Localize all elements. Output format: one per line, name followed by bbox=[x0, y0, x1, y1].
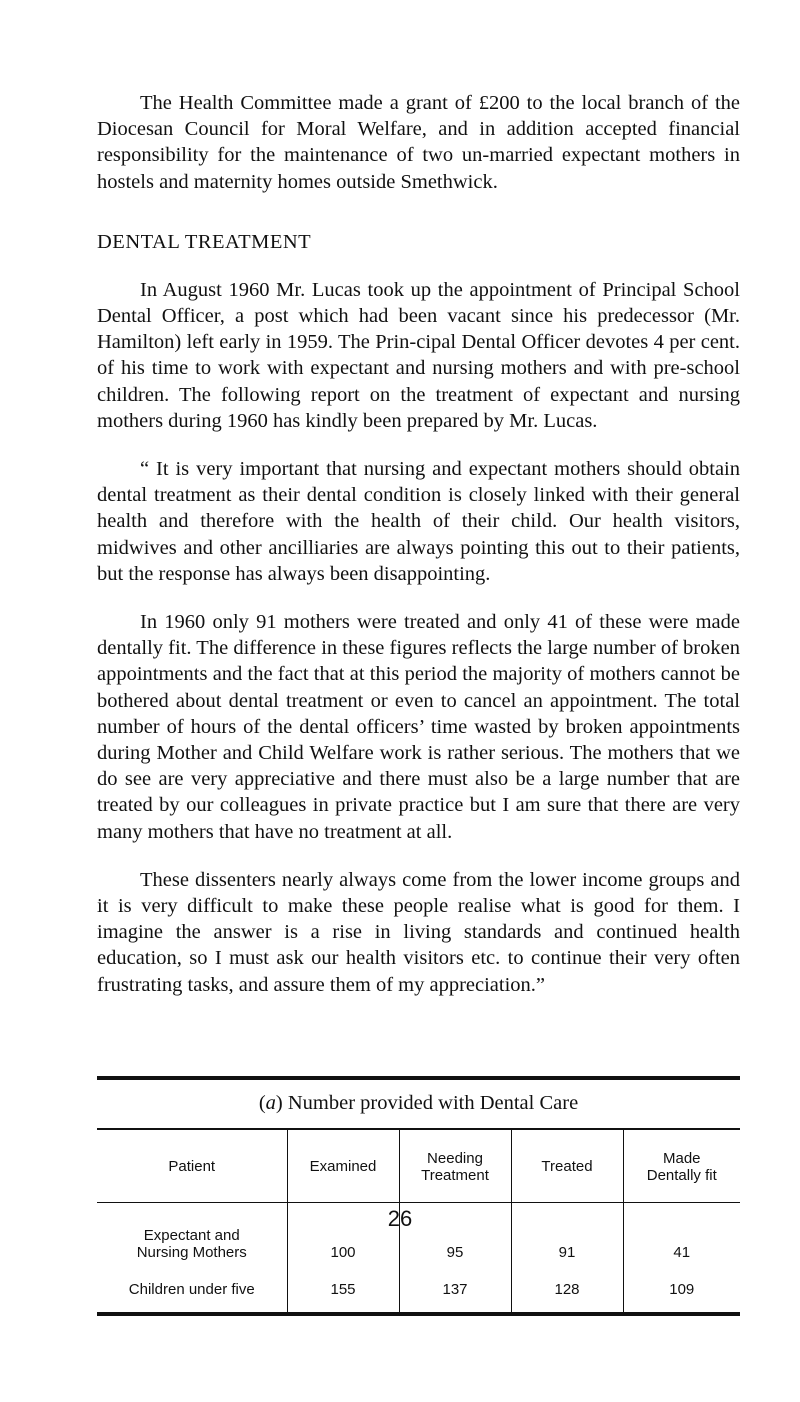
header-needing-treatment bbox=[399, 1130, 511, 1203]
table-header-row bbox=[97, 1130, 740, 1203]
cell-examined: 155 bbox=[287, 1275, 399, 1312]
page-body bbox=[97, 90, 740, 1020]
paragraph-grant: The Health Committee made a grant of £200 to the local branch of the Diocesan Council for Moral Welfare, and in addition accepted financial responsibility for the maintenance of two un-married expectant mothers in hostels and maternity homes outside Smethwick. bbox=[97, 92, 740, 193]
table-caption-letter: a bbox=[265, 1092, 276, 1114]
cell-made-fit: 109 bbox=[669, 1280, 695, 1298]
table-bottom-rule bbox=[97, 1312, 740, 1316]
cell-needing: 137 bbox=[399, 1275, 511, 1312]
cell-patient-line1: Expectant and bbox=[143, 1226, 240, 1244]
cell-patient-line1: Children under five bbox=[128, 1280, 255, 1298]
paragraph-1960-figures: In 1960 only 91 mothers were treated and only 41 of these were made dentally fit. The difference in these figures reflects the large number of broken appointments and the fact that at this period the majority of mothers cannot be bothered about dental treatment or even to cancel an appointment. The total number of hours of the dental officers’ time wasted by broken appointments during Mother and Child Welfare work is rather serious. The mothers that we do see are very appreciative and there must also be a large number that are treated by our colleagues in private practice but I am sure that there are very many mothers that have no treatment at all. bbox=[97, 611, 740, 843]
table-row bbox=[97, 1275, 740, 1312]
cell-patient-line2: Nursing Mothers bbox=[136, 1243, 247, 1261]
cell-needing: 95 bbox=[399, 1202, 511, 1275]
cell-examined: 100 bbox=[287, 1202, 399, 1275]
cell-treated: 91 bbox=[511, 1202, 623, 1275]
dental-care-table-section bbox=[97, 1076, 740, 1316]
paragraph-appointment: In August 1960 Mr. Lucas took up the appointment of Principal School Dental Officer, a post which had been vacant since his predecessor (Mr. Hamilton) left early in 1959. The Prin-cipal Dental Officer devotes 4 per cent. of his time to work with expectant and nursing mothers and with pre-school children. The following report on the treatment of expectant and nursing mothers during 1960 has kindly been prepared by Mr. Lucas. bbox=[97, 278, 740, 432]
table-caption-text: ) Number provided with Dental Care bbox=[275, 1092, 579, 1114]
header-made-dentally-fit bbox=[623, 1130, 740, 1203]
section-heading-dental-treatment: DENTAL TREATMENT bbox=[97, 230, 312, 253]
paragraph-quote-importance: “ It is very important that nursing and expectant mothers should obtain dental treatment as their dental condition is closely linked with their general health and therefore with the health of their child. Our health visitors, midwives and other ancilliaries are always pointing this out to their patients, but the response has always been disappointing. bbox=[97, 458, 740, 585]
header-treated: Treated bbox=[511, 1130, 623, 1203]
cell-treated: 128 bbox=[511, 1275, 623, 1312]
paragraph-dissenters: These dissenters nearly always come from the lower income groups and it is very difficult to make these people realise what is good for them. I imagine the answer is a rise in living standards and continued health education, so I must ask our health visitors etc. to continue their very often frustrating tasks, and assure them of my appreciation.” bbox=[97, 868, 740, 996]
header-made-line2: Dentally fit bbox=[646, 1166, 717, 1184]
table-caption-open: ( bbox=[258, 1092, 266, 1114]
table-caption bbox=[97, 1080, 740, 1128]
cell-patient bbox=[97, 1275, 287, 1312]
cell-made-fit: 41 bbox=[673, 1243, 691, 1261]
header-made-line1: Made bbox=[662, 1149, 701, 1167]
header-needing-line2: Treatment bbox=[421, 1166, 489, 1184]
header-needing-line1: Needing bbox=[427, 1149, 483, 1167]
page-number: 26 bbox=[387, 1206, 413, 1231]
header-examined: Examined bbox=[287, 1130, 399, 1203]
header-patient: Patient bbox=[97, 1130, 287, 1203]
